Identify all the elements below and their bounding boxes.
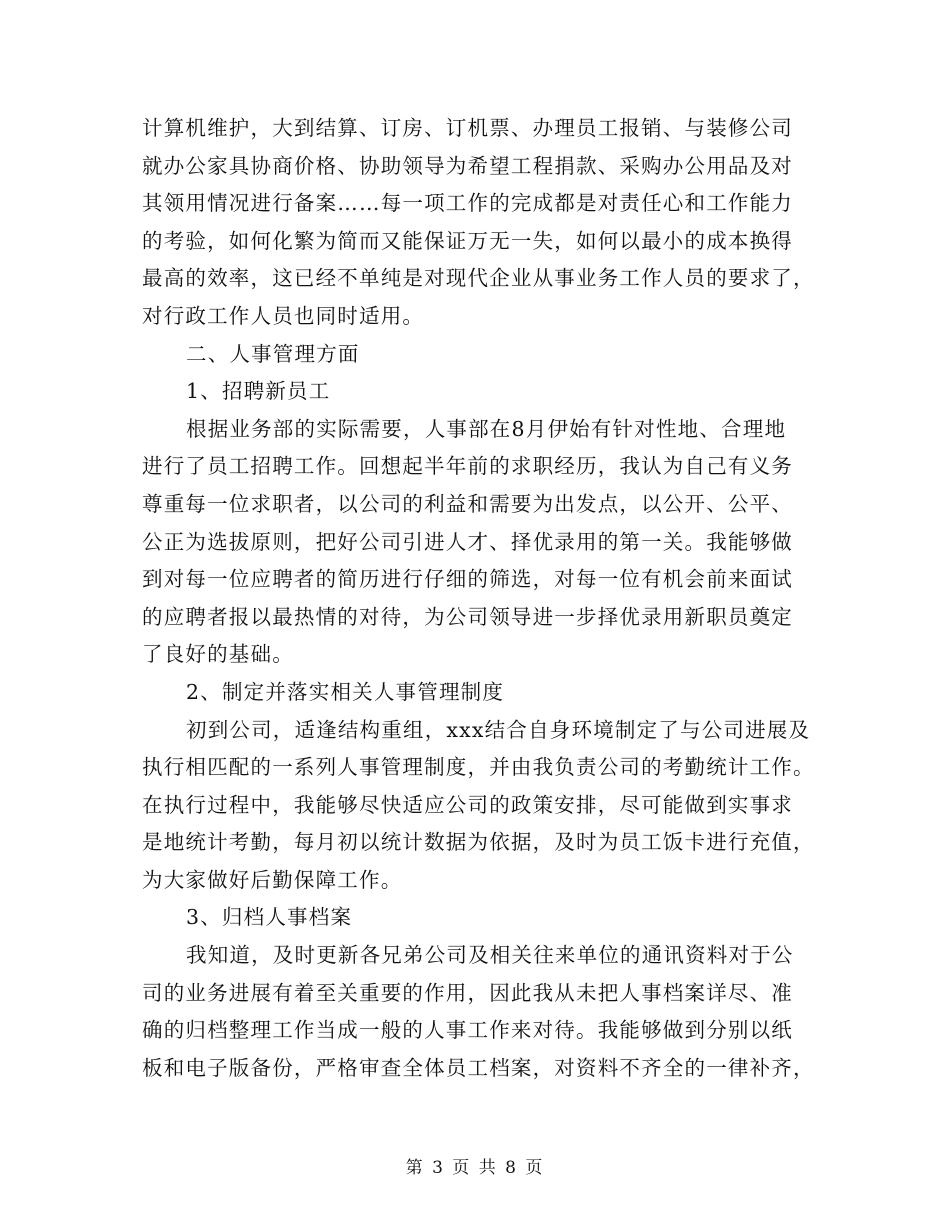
text-line: 公正为选拔原则，把好公司引进人才、择优录用的第一关。我能够做 bbox=[142, 529, 793, 554]
text-line: 的考验，如何化繁为简而又能保证万无一失，如何以最小的成本换得 bbox=[142, 228, 793, 253]
text-line: 板和电子版备份，严格审查全体员工档案，对资料不齐全的一律补齐， bbox=[142, 1055, 815, 1080]
text-line: 了良好的基础。 bbox=[142, 642, 294, 667]
text-line: 为大家做好后勤保障工作。 bbox=[142, 867, 403, 892]
subsection-heading: 2、制定并落实相关人事管理制度 bbox=[186, 679, 505, 704]
text-line: 计算机维护，大到结算、订房、订机票、办理员工报销、与装修公司 bbox=[142, 116, 793, 140]
paragraph-first-line: 初到公司，适逢结构重组，xxx结合自身环境制定了与公司进展及 bbox=[186, 717, 811, 742]
document-body bbox=[142, 110, 815, 1087]
text-line: 进行了员工招聘工作。回想起半年前的求职经历，我认为自己有义务 bbox=[142, 454, 793, 479]
text-line: 尊重每一位求职者，以公司的利益和需要为出发点，以公开、公平、 bbox=[142, 491, 793, 516]
text-line: 最高的效率，这已经不单纯是对现代企业从事业务工作人员的要求了， bbox=[142, 266, 815, 291]
text-line: 司的业务进展有着至关重要的作用，因此我从未把人事档案详尽、准 bbox=[142, 980, 793, 1005]
text-line: 的应聘者报以最热情的对待，为公司领导进一步择优录用新职员奠定 bbox=[142, 604, 793, 629]
text-line: 对行政工作人员也同时适用。 bbox=[142, 303, 425, 328]
page-number-footer: 第 3 页 共 8 页 bbox=[405, 1158, 545, 1178]
text-line: 其领用情况进行备案……每一项工作的完成都是对责任心和工作能力 bbox=[142, 191, 793, 216]
text-line: 就办公家具协商价格、协助领导为希望工程捐款、采购办公用品及对 bbox=[142, 153, 793, 178]
subsection-heading: 3、归档人事档案 bbox=[186, 905, 353, 930]
text-line: 在执行过程中，我能够尽快适应公司的政策安排，尽可能做到实事求 bbox=[142, 792, 793, 817]
section-heading: 二、人事管理方面 bbox=[186, 341, 360, 366]
text-line: 执行相匹配的一系列人事管理制度，并由我负责公司的考勤统计工作。 bbox=[142, 755, 815, 780]
text-line: 确的归档整理工作当成一般的人事工作来对待。我能够做到分别以纸 bbox=[142, 1018, 793, 1043]
subsection-heading: 1、招聘新员工 bbox=[186, 379, 331, 404]
text-line: 到对每一位应聘者的简历进行仔细的筛选，对每一位有机会前来面试 bbox=[142, 567, 793, 592]
paragraph-first-line: 根据业务部的实际需要，人事部在8月伊始有针对性地、合理地 bbox=[186, 416, 787, 441]
text-line: 是地统计考勤，每月初以统计数据为依据，及时为员工饭卡进行充值， bbox=[142, 830, 815, 855]
paragraph-first-line: 我知道，及时更新各兄弟公司及相关往来单位的通讯资料对于公 bbox=[186, 943, 794, 968]
